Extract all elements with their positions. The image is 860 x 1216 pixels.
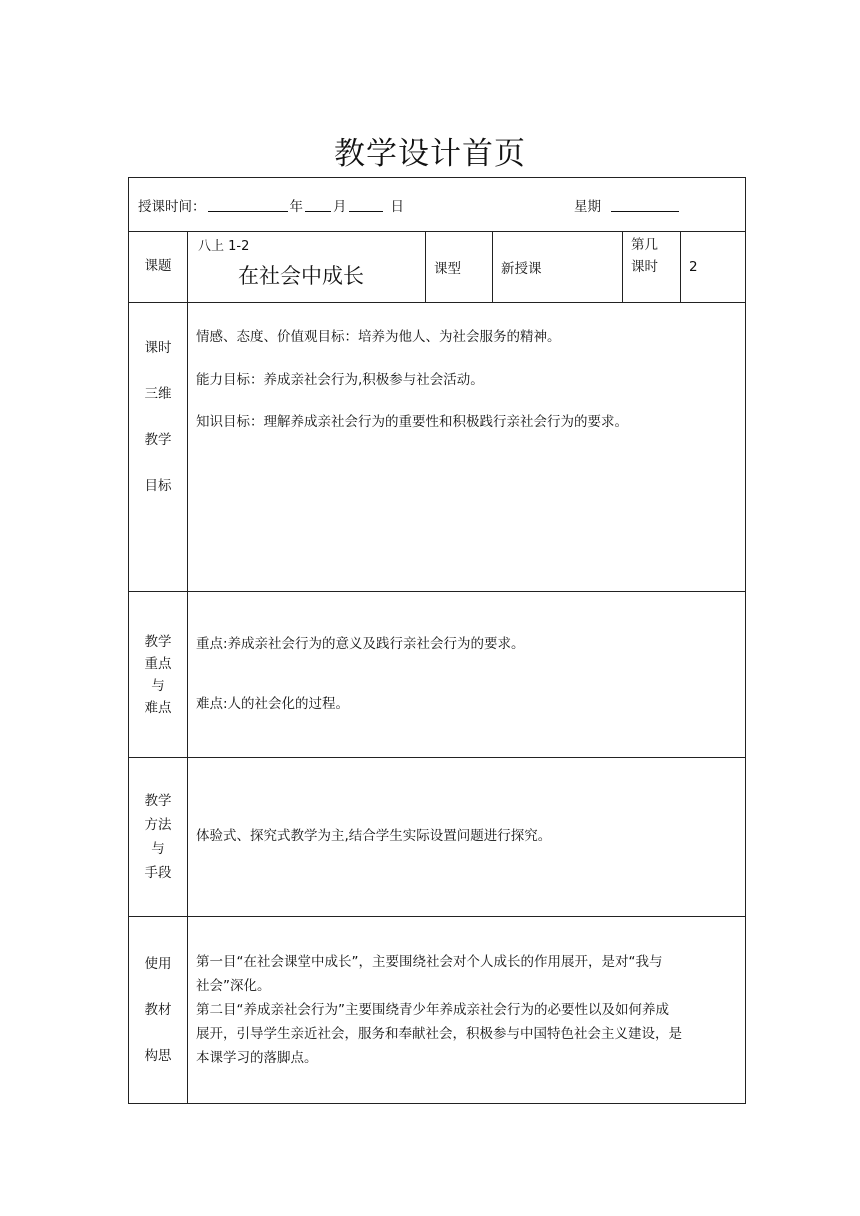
goals-label-line: 目标 bbox=[144, 478, 172, 494]
year-label: 年 bbox=[289, 198, 303, 215]
goal-item: 能力目标：养成亲社会行为,积极参与社会活动。 bbox=[196, 371, 484, 388]
materials-content bbox=[188, 917, 746, 1104]
type-value: 新授课 bbox=[493, 232, 623, 303]
day-blank bbox=[349, 197, 383, 212]
week-blank bbox=[611, 197, 679, 212]
materials-label-line: 教材 bbox=[144, 1002, 172, 1018]
key-label-line: 重点 bbox=[144, 655, 172, 672]
goal-item: 知识目标：理解养成亲社会行为的重要性和积极践行亲社会行为的要求。 bbox=[196, 414, 628, 431]
period-label-cell bbox=[623, 232, 681, 303]
goals-label-line: 三维 bbox=[144, 386, 172, 402]
goals-label bbox=[129, 303, 188, 592]
key-point: 重点:养成亲社会行为的意义及践行亲社会行为的要求。 bbox=[196, 635, 525, 652]
materials-label-line: 使用 bbox=[144, 956, 172, 972]
key-label-line: 教学 bbox=[144, 633, 172, 650]
key-label-line: 与 bbox=[151, 677, 165, 694]
materials-label bbox=[129, 917, 188, 1104]
key-points-row bbox=[129, 592, 746, 758]
topic-cell bbox=[188, 232, 426, 303]
difficulty-point: 难点:人的社会化的过程。 bbox=[196, 695, 350, 712]
time-row bbox=[129, 178, 746, 232]
type-label: 课型 bbox=[426, 232, 493, 303]
materials-line: 第一目“在社会课堂中成长”，主要围绕社会对个人成长的作用展开，是对“我与 bbox=[196, 954, 663, 970]
day-label: 日 bbox=[390, 198, 404, 215]
topic-label: 课题 bbox=[129, 232, 188, 303]
key-label-line: 难点 bbox=[144, 699, 172, 716]
key-points-content bbox=[188, 592, 746, 758]
key-points-label bbox=[129, 592, 188, 758]
goals-row bbox=[129, 303, 746, 592]
goal-item: 情感、态度、价值观目标：培养为他人、为社会服务的精神。 bbox=[196, 329, 561, 345]
goals-content bbox=[188, 303, 746, 592]
methods-content: 体验式、探究式教学为主,结合学生实际设置问题进行探究。 bbox=[188, 758, 746, 917]
methods-label bbox=[129, 758, 188, 917]
methods-label-line: 与 bbox=[151, 841, 165, 857]
materials-line: 本课学习的落脚点。 bbox=[196, 1050, 318, 1066]
goals-label-line: 课时 bbox=[144, 340, 172, 356]
page-title: 教学设计首页 bbox=[334, 136, 526, 172]
period-label-line1: 第几 bbox=[631, 237, 658, 253]
materials-line: 社会”深化。 bbox=[196, 978, 271, 994]
materials-row bbox=[129, 917, 746, 1104]
materials-line: 第二目“养成亲社会行为”主要围绕青少年养成亲社会行为的必要性以及如何养成 bbox=[196, 1002, 669, 1018]
lesson-title: 在社会中成长 bbox=[238, 264, 364, 288]
methods-row bbox=[129, 758, 746, 917]
month-blank bbox=[305, 197, 331, 212]
period-value: 2 bbox=[681, 232, 746, 303]
goals-label-line: 教学 bbox=[144, 432, 172, 448]
methods-label-line: 方法 bbox=[144, 817, 172, 833]
week-label: 星期 bbox=[574, 198, 601, 215]
spacer bbox=[196, 656, 737, 694]
period-label-line2: 课时 bbox=[631, 259, 658, 275]
unit-number: 八上 1-2 bbox=[198, 239, 250, 254]
lesson-plan-table bbox=[128, 177, 746, 1104]
methods-label-line: 手段 bbox=[144, 865, 172, 881]
methods-label-line: 教学 bbox=[144, 793, 172, 809]
date-blank bbox=[208, 197, 288, 212]
materials-label-line: 构思 bbox=[144, 1048, 172, 1064]
lesson-row bbox=[129, 232, 746, 303]
materials-line: 展开，引导学生亲近社会，服务和奉献社会，积极参与中国特色社会主义建设，是 bbox=[196, 1026, 682, 1042]
time-label: 授课时间： bbox=[138, 198, 206, 215]
month-label: 月 bbox=[333, 198, 347, 215]
